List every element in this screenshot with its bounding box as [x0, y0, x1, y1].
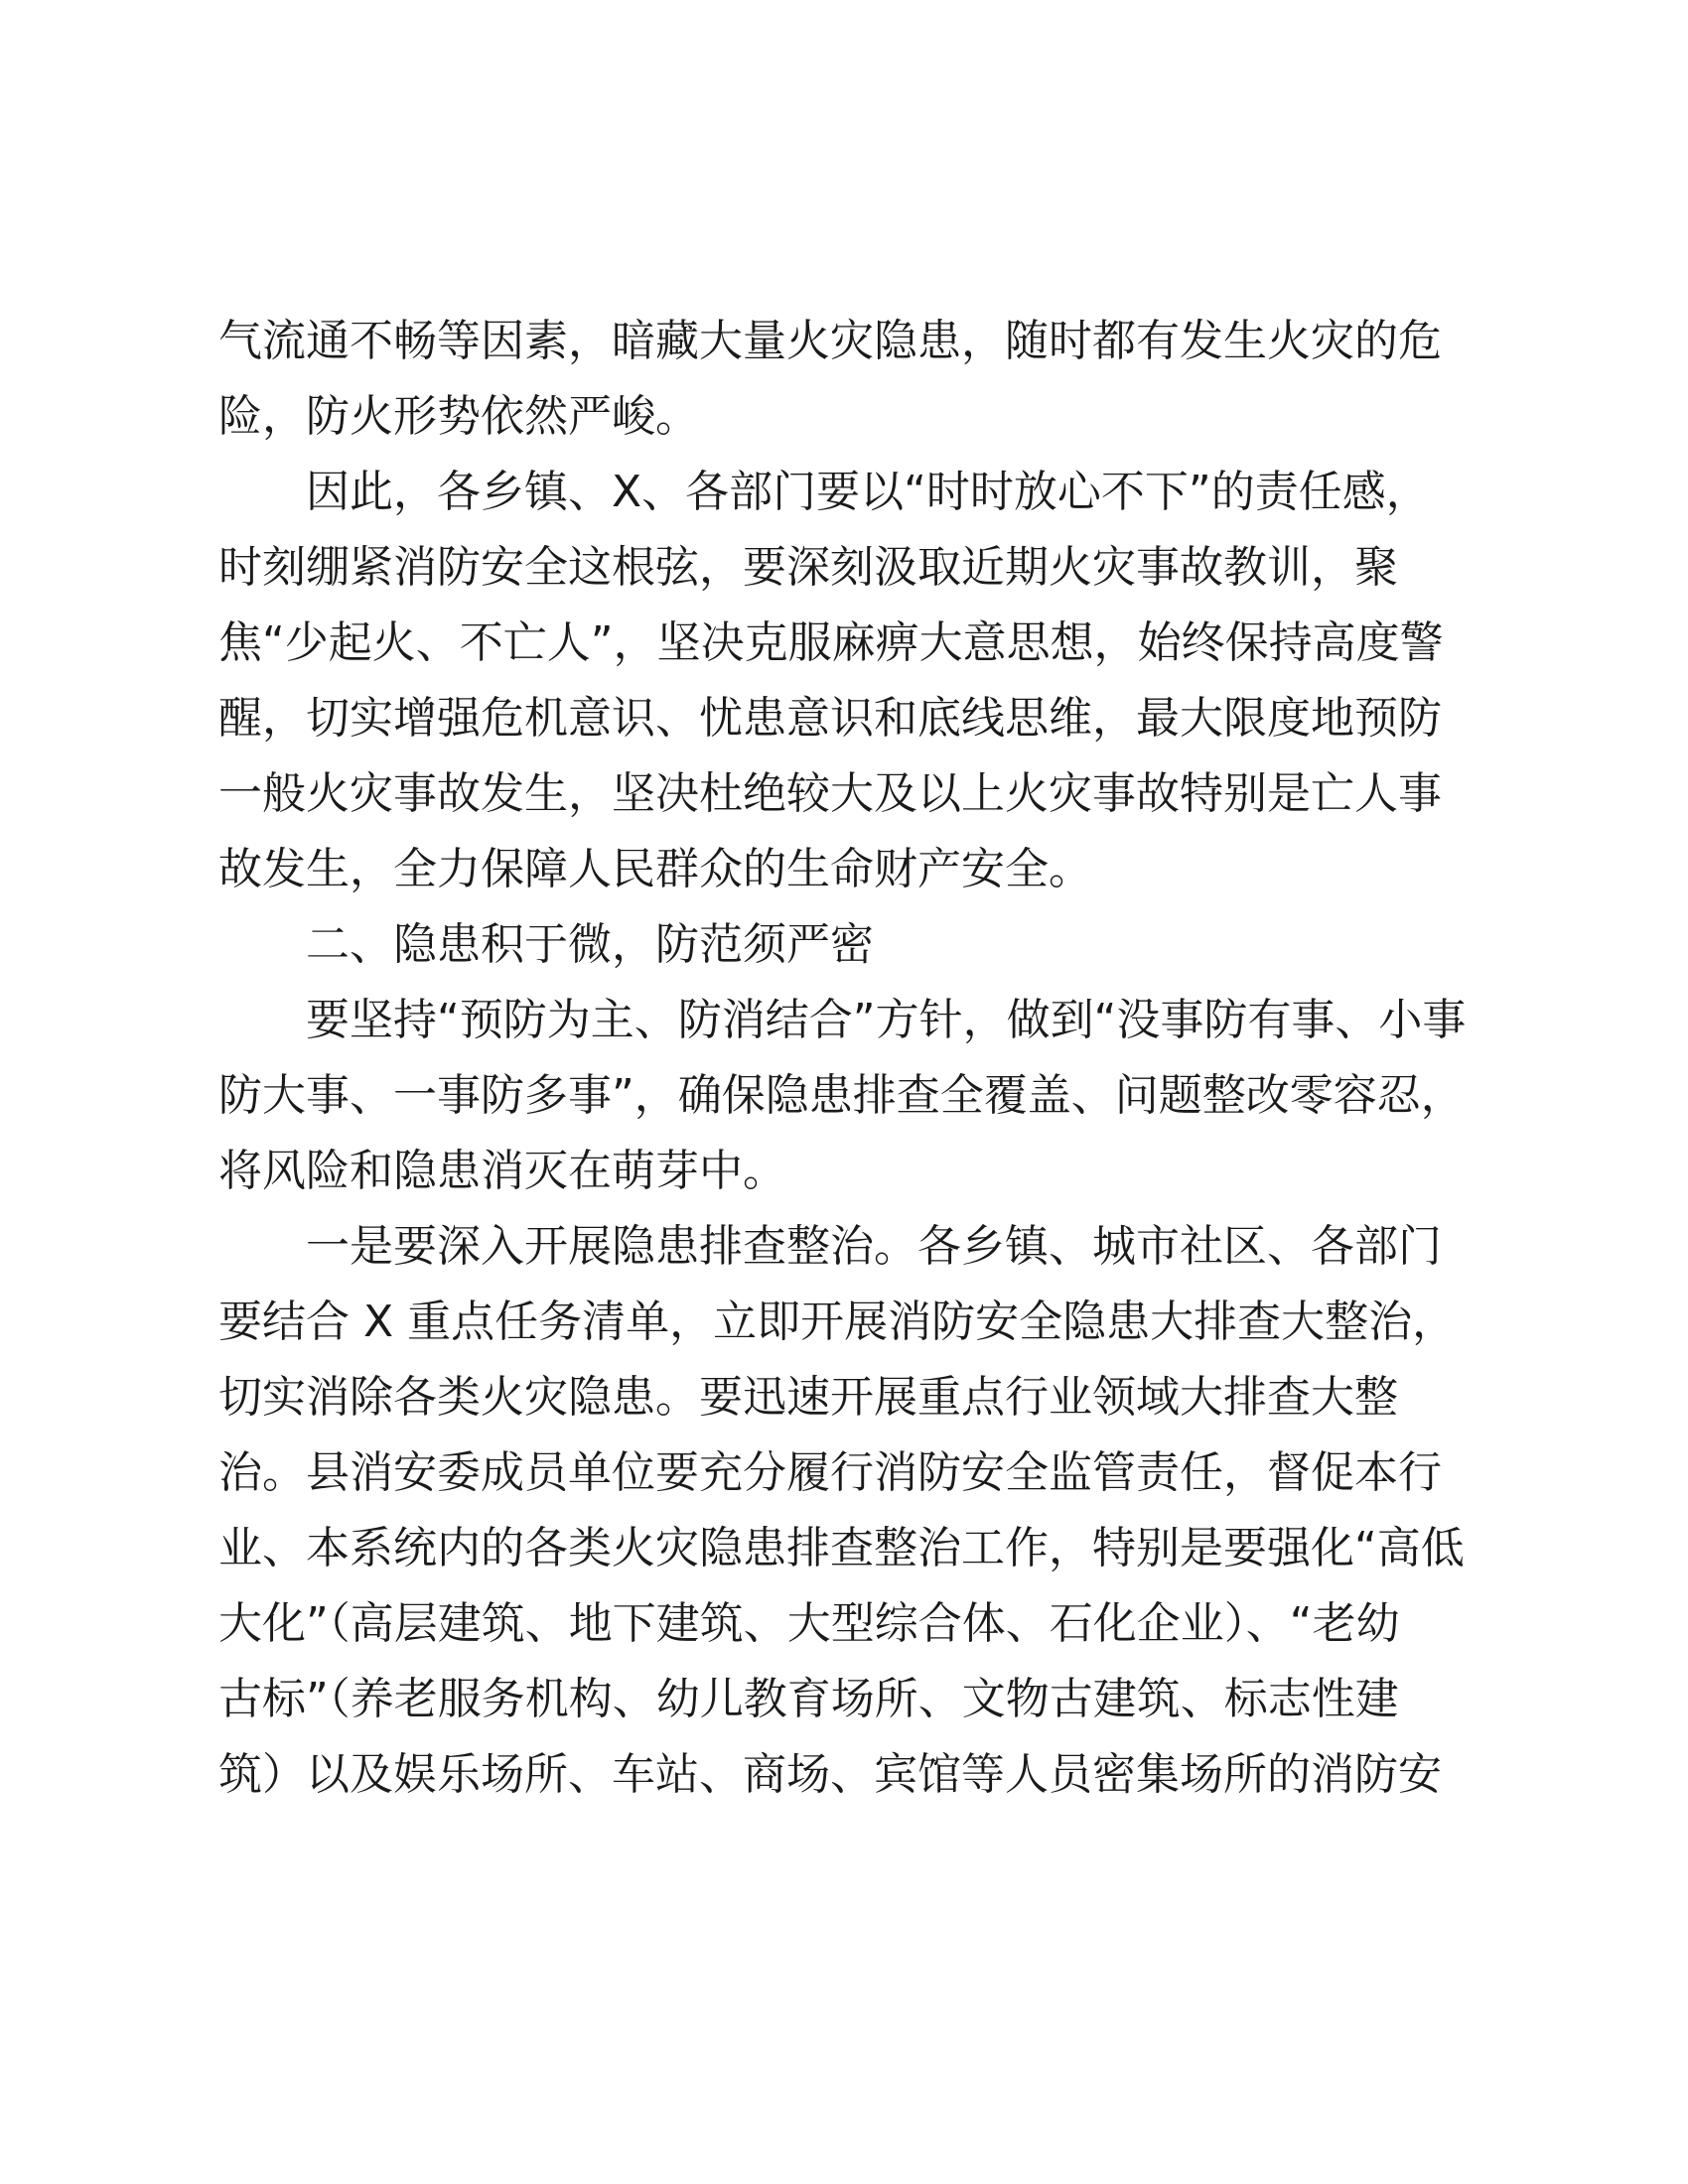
paragraph-start-line: 一是要深入开展隐患排查整治。各乡镇、城市社区、各部门 [306, 1221, 1442, 1272]
paragraph-start-line: 因此，各乡镇、X、各部门要以“时时放心不下”的责任感， [306, 467, 1430, 517]
text-line: 故发生，全力保障人民群众的生命财产安全。 [218, 844, 1092, 894]
text-line: 大化”（高层建筑、地下建筑、大型综合体、石化企业）、“老幼 [218, 1598, 1400, 1649]
text-line: 筑）以及娱乐场所、车站、商场、宾馆等人员密集场所的消防安 [218, 1749, 1442, 1800]
text-line: 防大事、一事防多事”，确保隐患排查全覆盖、问题整改零容忍， [218, 1070, 1465, 1121]
text-line: 气流通不畅等因素，暗藏大量火灾隐患，随时都有发生火灾的危 [218, 316, 1442, 366]
text-line: 要结合 X 重点任务清单，立即开展消防安全隐患大排查大整治， [218, 1297, 1457, 1347]
paragraph-start-line: 要坚持“预防为主、防消结合”方针，做到“没事防有事、小事 [306, 995, 1467, 1045]
text-line: 时刻绷紧消防安全这根弦，要深刻汲取近期火灾事故教训，聚 [218, 542, 1398, 593]
text-line: 险，防火形势依然严峻。 [218, 391, 699, 442]
text-line: 治。县消安委成员单位要充分履行消防安全监管责任，督促本行 [218, 1447, 1442, 1498]
text-line: 醒，切实增强危机意识、忧患意识和底线思维，最大限度地预防 [218, 693, 1442, 744]
text-line: 将风险和隐患消灭在萌芽中。 [218, 1146, 786, 1196]
body-text [218, 304, 1489, 1813]
text-line: 业、本系统内的各类火灾隐患排查整治工作，特别是要强化“高低 [218, 1523, 1465, 1573]
text-line: 一般火灾事故发生，坚决杜绝较大及以上火灾事故特别是亡人事 [218, 768, 1442, 819]
text-line: 古标”（养老服务机构、幼儿教育场所、文物古建筑、标志性建 [218, 1674, 1399, 1724]
text-line: 切实消除各类火灾隐患。要迅速开展重点行业领域大排查大整 [218, 1372, 1398, 1423]
text-line: 焦“少起火、不亡人”，坚决克服麻痹大意思想，始终保持高度警 [218, 617, 1444, 668]
section-heading: 二、隐患积于微，防范须严密 [306, 919, 874, 970]
